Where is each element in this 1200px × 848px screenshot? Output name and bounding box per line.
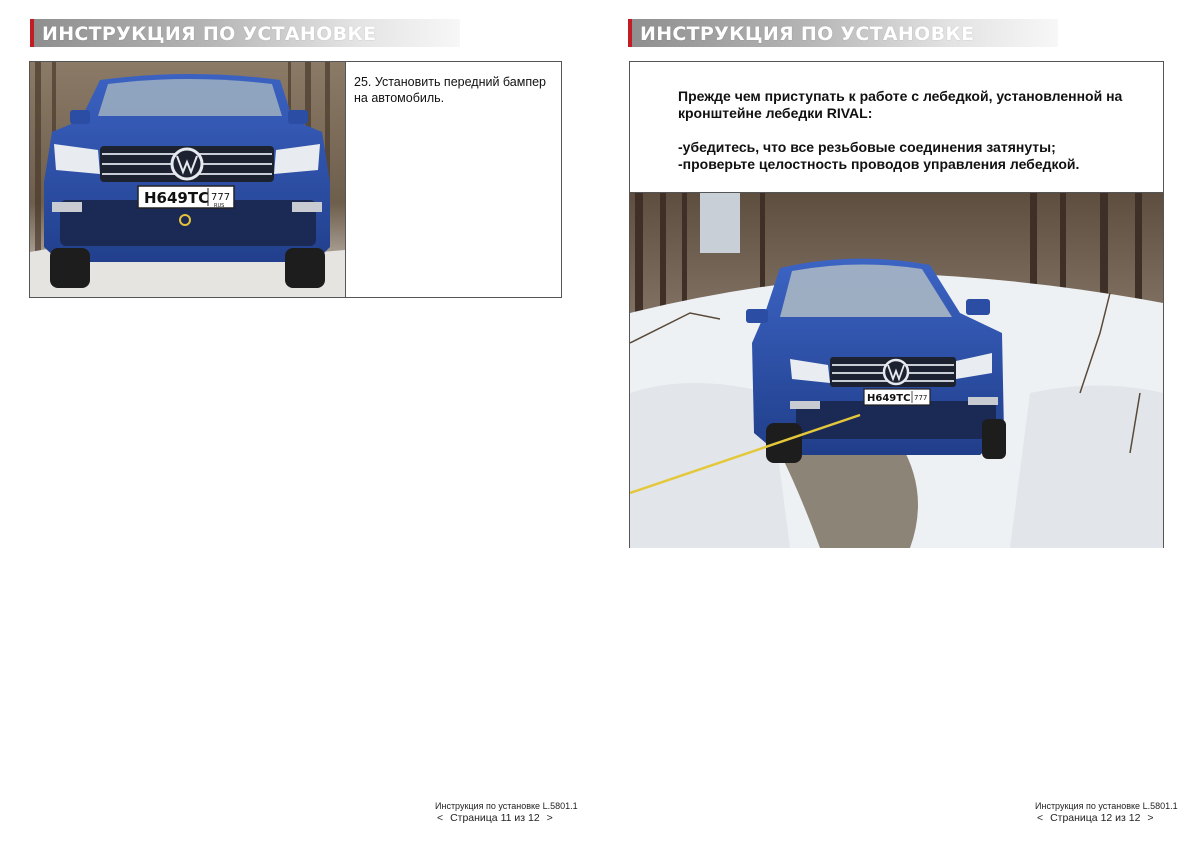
footer-doc-title: Инструкция по установке L.5801.1 [435, 801, 578, 811]
page-number: Страница 12 из 12 [1050, 812, 1141, 824]
page-12 [600, 0, 1200, 848]
plate-region: 777 [914, 394, 928, 402]
front-bumper-photo [30, 62, 346, 297]
notice-text [678, 88, 1148, 173]
page-footer [435, 800, 578, 825]
plate-number: Н649ТС [867, 393, 911, 404]
page-number: Страница 11 из 12 [450, 812, 540, 824]
plate-number: Н649ТС [144, 189, 210, 207]
step-instruction: 25. Установить передний бампер на автомобиль. [354, 75, 547, 105]
prev-page-link[interactable]: < [1037, 812, 1044, 824]
page-title: ИНСТРУКЦИЯ ПО УСТАНОВКЕ [42, 23, 377, 45]
notice-item-2: -проверьте целостность проводов управления лебедкой. [678, 156, 1080, 172]
next-page-link[interactable]: > [546, 812, 553, 824]
footer-page-nav [1035, 812, 1178, 825]
notice-intro: Прежде чем приступать к работе с лебедкой, установленной на кронштейне лебедки RIVAL: [678, 88, 1123, 121]
plate-region: 777 [211, 192, 231, 203]
footer-doc-title: Инструкция по установке L.5801.1 [1035, 801, 1178, 811]
page-header [628, 19, 1058, 47]
next-page-link[interactable]: > [1147, 812, 1154, 824]
footer-page-nav [435, 812, 578, 825]
page-footer [1035, 800, 1178, 825]
winch-in-snow-photo [630, 192, 1163, 548]
winch-notice-box [629, 61, 1164, 548]
page-title: ИНСТРУКЦИЯ ПО УСТАНОВКЕ [640, 23, 975, 45]
page-header [30, 19, 460, 47]
plate-country: RUS [214, 203, 225, 209]
step-25-box [29, 61, 562, 298]
prev-page-link[interactable]: < [437, 812, 444, 824]
notice-item-1: -убедитесь, что все резьбовые соединения затянуты; [678, 139, 1056, 155]
